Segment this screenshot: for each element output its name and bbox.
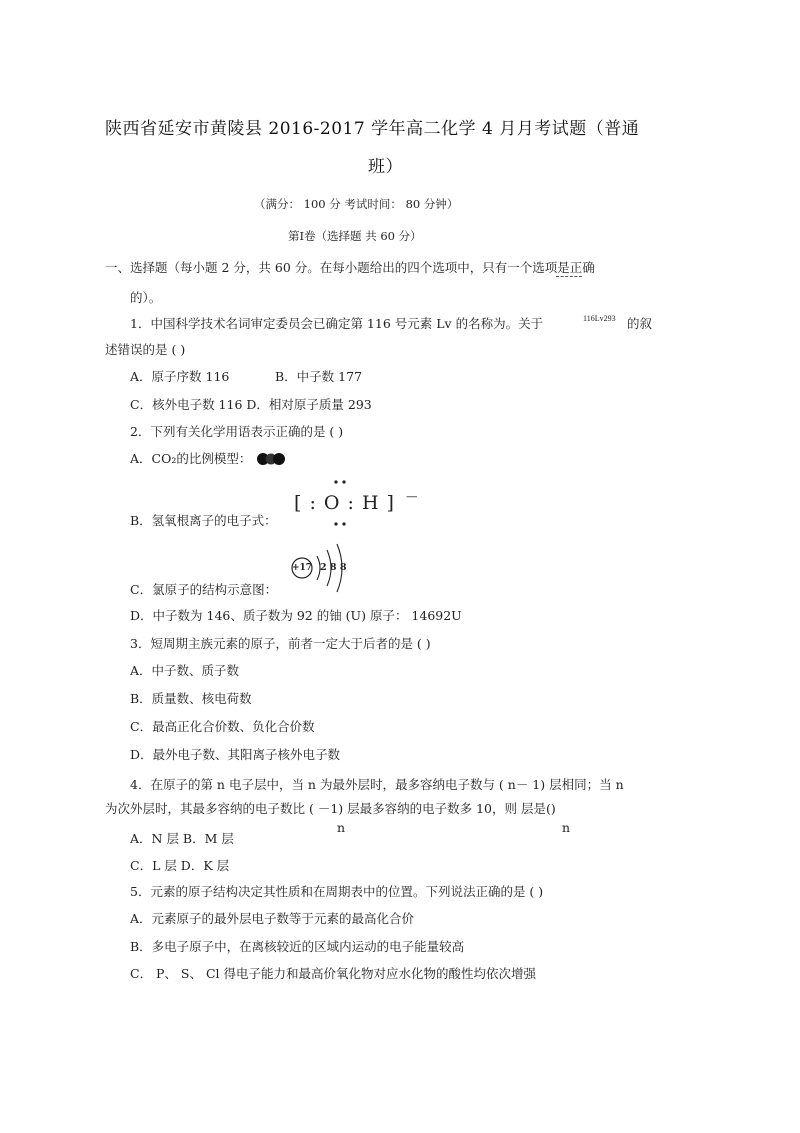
q3-option-a: A．中子数、质子数 [130,663,240,678]
q3-stem: 3．短周期主族元素的原子，前者一定大于后者的是 ( ) [130,636,431,651]
chlorine-nucleus-label: +17 [292,563,313,573]
q1-nuclide-symbol: 116Lv293 [583,314,616,323]
q2-option-b-formula: [ : O : H ] [294,492,395,514]
q1-option-a: A．原子序数 116 [130,369,230,384]
q1-stem-line1-end: 的叙 [627,316,653,331]
document-title-line2: 班） [368,157,403,177]
q5-option-a: A．元素原子的最外层电子数等于元素的最高化合价 [130,911,415,926]
q3-option-b: B．质量数、核电荷数 [130,691,252,706]
q5-option-b: B．多电子原子中，在离核较近的区域内运动的电子能量较高 [130,939,465,954]
volume-heading: 第Ⅰ卷（选择题 共 60 分） [288,229,422,243]
q4-subscript-n-1: n [337,820,346,835]
q2-option-b-charge: — [406,489,418,503]
q4-stem-line1: 4．在原子的第 n 电子层中，当 n 为最外层时，最多容纳电子数与 ( n－ 1) 层相同；当 n [130,777,624,792]
q1-stem-line2: 述错误的是 ( ) [105,342,186,357]
document-title-line1: 陕西省延安市黄陵县 2016-2017 学年高二化学 4 月月考试题（普通 [105,119,640,139]
q4-option-a-b: A．N 层 B．M 层 [130,831,234,846]
q4-subscript-n-2: n [562,820,571,835]
q1-option-b: B．中子数 177 [275,369,363,384]
section-intro-line2: 的）。 [130,290,162,305]
q5-stem: 5．元素的原子结构决定其性质和在周期表中的位置。下列说法正确的是 ( ) [130,884,544,899]
q1-stem-line1: 1．中国科学技术名词审定委员会已确定第 116 号元素 Lv 的名称为。关于 [130,316,544,331]
q3-option-d: D．最外电子数、其阳离子核外电子数 [130,747,341,762]
exam-meta: （满分： 100 分 考试时间： 80 分钟） [254,197,459,211]
q2-option-a: A．CO₂的比例模型： [130,451,252,466]
co2-space-filling-model [256,452,286,466]
q5-option-c: C． P、 S、 Cl 得电子能力和最高价氧化物对应水化物的酸性均依次增强 [130,966,536,981]
section-intro-line1: 一、选择题（每小题 2 分，共 60 分。在每小题给出的四个选项中，只有一个选项是正确 [105,260,595,275]
chlorine-shell-electrons: 2 8 8 [320,562,347,573]
q2-option-d: D．中子数为 146、质子数为 92 的铀 (U) 原子： 14692U [130,608,462,623]
q3-option-c: C．最高正化合价数、负化合价数 [130,719,315,734]
q4-stem-line2: 为次外层时，其最多容纳的电子数比 ( －1) 层最多容纳的电子数多 10，则 层是() [105,801,556,816]
q4-option-c-d: C．L 层 D．K 层 [130,858,230,873]
q2-stem: 2．下列有关化学用语表示正确的是 ( ) [130,424,344,439]
q2-option-c: C．氯原子的结构示意图： [130,582,278,597]
q1-option-c-d: C．核外电子数 116 D．相对原子质量 293 [130,397,372,412]
q2-option-b: B．氢氧根离子的电子式： [130,513,277,528]
emphasis-underline [556,276,582,277]
